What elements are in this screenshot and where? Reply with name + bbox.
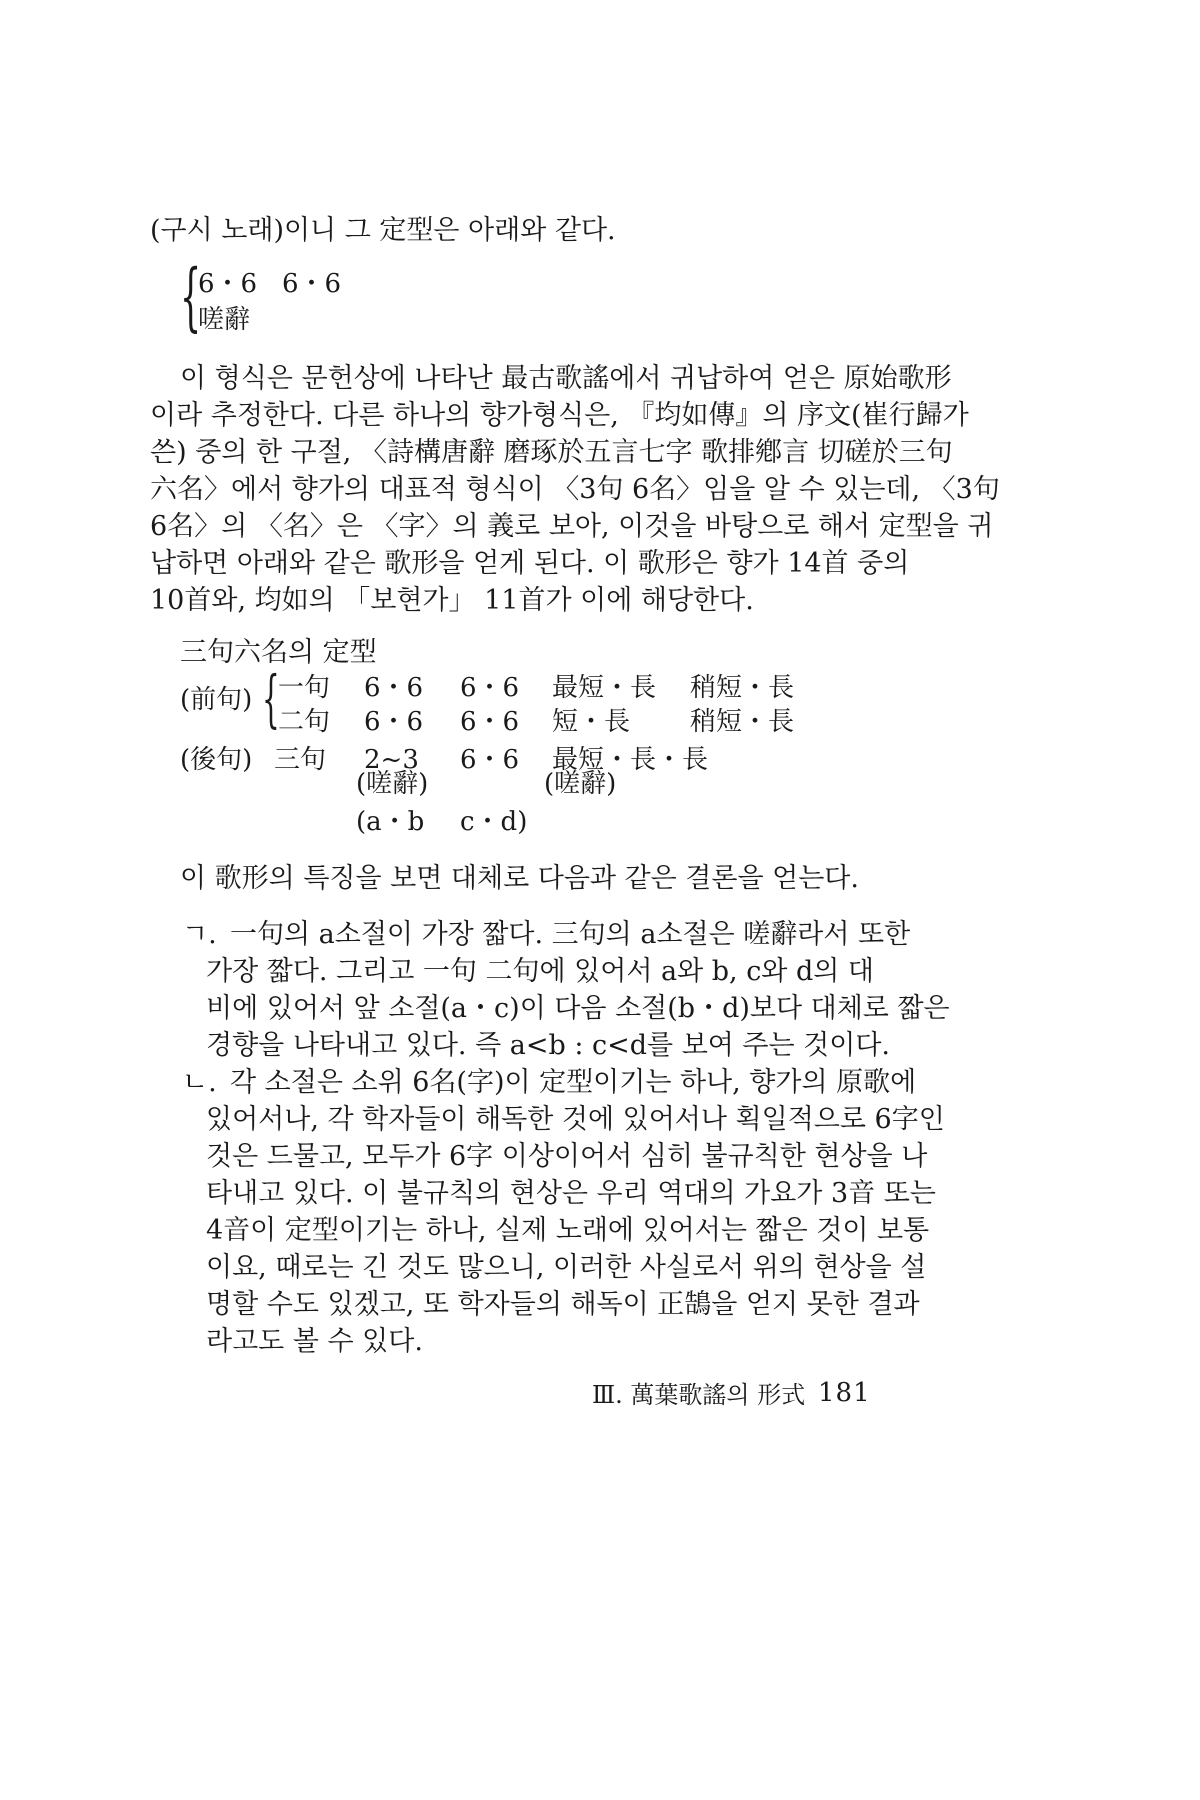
row1-d: 稍短・長	[690, 673, 795, 703]
list-line: 4音이 定型이기는 하나, 실제 노래에 있어서는 짧은 것이 보통	[206, 1215, 930, 1246]
row1-c: 最短・長	[552, 673, 657, 703]
table-brace: {	[262, 662, 280, 735]
formula-under: 嗟辭	[198, 305, 251, 335]
list-line: 가장 짧다. 그리고 一句 二句에 있어서 a와 b, c와 d의 대	[206, 956, 875, 987]
list-line: 비에 있어서 앞 소절(a・c)이 다음 소절(b・d)보다 대체로 짧은	[206, 993, 950, 1024]
formula-brace: {	[180, 254, 202, 340]
list-line: 타내고 있다. 이 불규칙의 현상은 우리 역대의 가요가 3音 또는	[206, 1178, 936, 1209]
table-title: 三句六名의 定型	[180, 637, 377, 668]
front-label: (前句)	[180, 685, 253, 715]
legend-b: c・d)	[460, 807, 528, 837]
row3-b: 6・6	[460, 745, 520, 775]
para1-line: 납하면 아래와 같은 歌形을 얻게 된다. 이 歌形은 향가 14首 중의	[150, 548, 910, 579]
list-line: 각 소절은 소위 6名(字)이 定型이기는 하나, 향가의 原歌에	[230, 1067, 917, 1098]
row2-c: 短・長	[552, 707, 631, 737]
paragraph-2: 이 歌形의 특징을 보면 대체로 다음과 같은 결론을 얻는다.	[180, 863, 859, 894]
para1-line: 쓴) 중의 한 구절, 〈詩構唐辭 磨琢於五言七字 歌排鄕言 切磋於三句	[150, 437, 953, 468]
list-line: 명할 수도 있겠고, 또 학자들의 해독이 正鵠을 얻지 못한 결과	[206, 1289, 920, 1320]
list-line: 경향을 나타내고 있다. 즉 a<b : c<d를 보여 주는 것이다.	[206, 1030, 891, 1061]
para1-line: 六名〉에서 향가의 대표적 형식이 〈3句 6名〉임을 알 수 있는데, 〈3句	[150, 474, 1000, 505]
row2-name: 二句	[278, 707, 331, 737]
list-marker: ㄱ.	[182, 919, 217, 950]
row3-a: 2~3	[364, 745, 419, 775]
formula-right: 6・6	[282, 269, 342, 299]
row2-b: 6・6	[460, 707, 520, 737]
back-label: (後句)	[180, 745, 253, 775]
sub-c: (嗟辭)	[544, 769, 617, 799]
row2-d: 稍短・長	[690, 707, 795, 737]
list-line: 이요, 때로는 긴 것도 많으니, 이러한 사실로서 위의 현상을 설	[206, 1252, 927, 1283]
para1-line: 이라 추정한다. 다른 하나의 향가형식은, 『均如傳』의 序文(崔行歸가	[150, 400, 969, 431]
row1-b: 6・6	[460, 673, 520, 703]
intro-line: (구시 노래)이니 그 定型은 아래와 같다.	[150, 215, 616, 246]
row3-c: 最短・長・長	[552, 745, 709, 775]
para1-line: 이 형식은 문헌상에 나타난 最古歌謠에서 귀납하여 얻은 原始歌形	[180, 363, 952, 394]
list-line: 라고도 볼 수 있다.	[206, 1326, 423, 1357]
list-line: 一句의 a소절이 가장 짧다. 三句의 a소절은 嗟辭라서 또한	[230, 919, 911, 950]
row2-a: 6・6	[364, 707, 424, 737]
para1-line: 6名〉의 〈名〉은 〈字〉의 義로 보아, 이것을 바탕으로 해서 定型을 귀	[150, 511, 994, 542]
page-number: 181	[818, 1378, 871, 1408]
running-footer: Ⅲ. 萬葉歌謠의 形式	[592, 1381, 806, 1409]
list-line: 있어서나, 각 학자들이 해독한 것에 있어서나 획일적으로 6字인	[206, 1104, 945, 1135]
row3-name: 三句	[274, 745, 327, 775]
list-marker: ㄴ.	[182, 1067, 217, 1098]
row1-a: 6・6	[364, 673, 424, 703]
formula-left: 6・6	[198, 269, 258, 299]
legend-a: (a・b	[356, 807, 425, 837]
row1-name: 一句	[278, 673, 331, 703]
para1-line: 10首와, 均如의 「보현가」 11首가 이에 해당한다.	[150, 585, 754, 616]
sub-a: (嗟辭)	[356, 769, 429, 799]
list-line: 것은 드물고, 모두가 6字 이상이어서 심히 불규칙한 현상을 나	[206, 1141, 928, 1172]
